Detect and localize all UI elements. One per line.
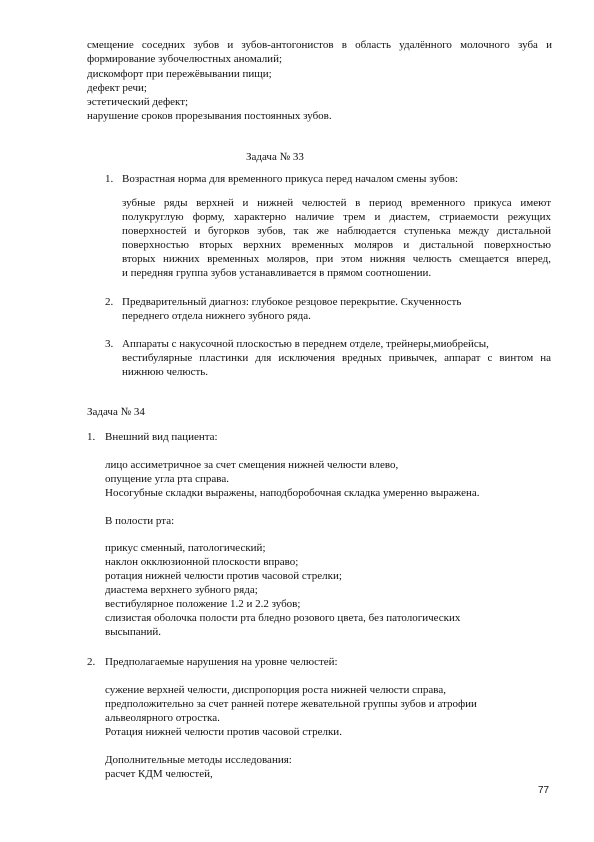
task34-mouth-heading: В полости рта: [105,515,175,527]
task34-item2-body-line-1: сужение верхней челюсти, диспропорция роста нижней челюсти справа, [105,684,446,696]
task34-item1-heading: Внешний вид пациента: [105,431,218,443]
task34-methods-line-1: расчет КДМ челюстей, [105,768,213,780]
task34-mouth-line-4: диастема верхнего зубного ряда; [105,584,258,596]
task33-item1-body-line-5: вторых нижних временных моляров, при этом нижняя челюсть смещается вперед, [122,253,551,265]
task33-item2-line-2: переднего отдела нижнего зубного ряда. [122,310,311,322]
task33-item1-body-line-2: полукруглую форму, характерно наличие трем и диастем, стриаемости режущих [122,211,551,223]
task34-item2-number: 2. [87,656,96,668]
task34-mouth-line-1: прикус сменный, патологический; [105,542,266,554]
task34-methods-heading: Дополнительные методы исследования: [105,754,292,766]
task34-mouth-line-7: высыпаний. [105,626,162,638]
task33-item3-line-3: нижнюю челюсть. [122,366,209,378]
task34-face-line-2: опущение угла рта справа. [105,473,229,485]
top-line-4: дефект речи; [87,82,147,94]
task33-item1-body-line-6: и передняя группа зубов устанавливается в прямом соотношении. [122,267,432,279]
task33-item2-line-1: Предварительный диагноз: глубокое резцовое перекрытие. Скученность [122,296,462,308]
task33-item1-number: 1. [105,173,114,185]
task33-title: Задача № 33 [246,151,304,163]
top-line-3: дискомфорт при пережёвывании пищи; [87,68,272,80]
task34-mouth-line-3: ротация нижней челюсти против часовой стрелки; [105,570,342,582]
task34-item1-number: 1. [87,431,96,443]
task33-item3-number: 3. [105,338,114,350]
task34-face-line-1: лицо ассиметричное за счет смещения нижней челюсти влево, [105,459,399,471]
task34-item2-body-line-4: Ротация нижней челюсти против часовой стрелки. [105,726,342,738]
task33-item1-body-line-3: поверхностей и бугорков зубов, так же наблюдается ступенька между дистальной [122,225,551,237]
task33-item1-body-line-1: зубные ряды верхней и нижней челюстей в период временного прикуса имеют [122,197,551,209]
task33-item3-line-1: Аппараты с накусочной плоскостью в переднем отделе, трейнеры,миобрейсы, [122,338,489,350]
top-line-6: нарушение сроков прорезывания постоянных зубов. [87,110,332,122]
task34-item2-body-line-2: предположительно за счет ранней потере жевательной группы зубов и атрофии [105,698,477,710]
task34-mouth-line-6: слизистая оболочка полости рта бледно розового цвета, без патологических [105,612,461,624]
top-line-2: формирование зубочелюстных аномалий; [87,53,283,65]
task34-face-line-3: Носогубные складки выражены, наподборобочная складка умеренно выражена. [105,487,480,499]
top-line-5: эстетический дефект; [87,96,189,108]
task34-item2-heading: Предполагаемые нарушения на уровне челюстей: [105,656,338,668]
task33-item1-body-line-4: поверхностью вторых верхних временных моляров и дистальной поверхностью [122,239,551,251]
task34-item2-body-line-3: альвеолярного отростка. [105,712,220,724]
task34-mouth-line-2: наклон окклюзионной плоскости вправо; [105,556,299,568]
task33-item1-heading: Возрастная норма для временного прикуса перед началом смены зубов: [122,173,459,185]
page-number: 77 [538,785,550,796]
top-line-1: смещение соседних зубов и зубов-антогонистов в область удалённого молочного зуба и [87,39,552,51]
task33-item2-number: 2. [105,296,114,308]
task34-title: Задача № 34 [87,406,145,418]
task34-mouth-line-5: вестибулярное положение 1.2 и 2.2 зубов; [105,598,301,610]
task33-item3-line-2: вестибулярные пластинки для исключения вредных привычек, аппарат с винтом на [122,352,551,364]
